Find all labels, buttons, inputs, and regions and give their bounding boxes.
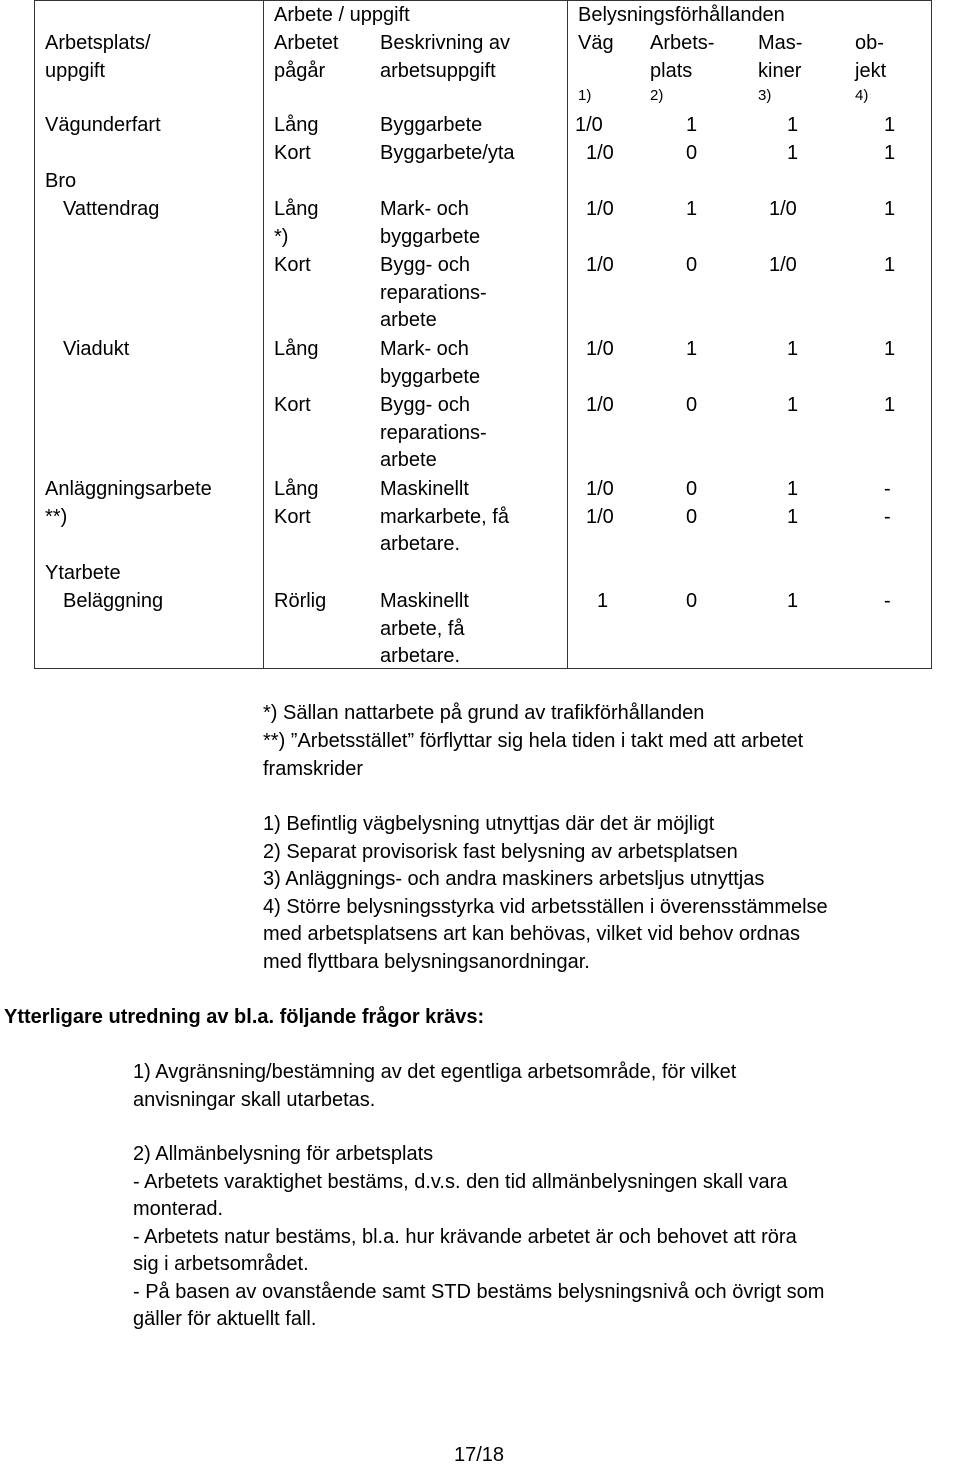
question-2-item-cont: sig i arbetsområdet. <box>133 1253 309 1275</box>
header-pagar: Arbetet pågår <box>274 32 339 82</box>
header-arbetsplats: Arbetsplats/ uppgift <box>45 32 151 82</box>
value-maskiner: 1 <box>787 114 799 136</box>
value-maskiner: 1/0 <box>769 254 797 276</box>
row-duration: Lång Kort <box>274 478 319 528</box>
note-4-cont: med arbetsplatsens art kan behövas, vilket vid behov ordnas <box>263 923 800 945</box>
row-duration: Lång <box>274 114 319 136</box>
value-vag: 1 <box>597 590 609 612</box>
note-4-cont: med flyttbara belysningsanordningar. <box>263 951 590 973</box>
footnote-double-star: **) ”Arbetsstället” förflyttar sig hela tiden i takt med att arbetet <box>263 730 804 752</box>
column-divider <box>263 0 264 669</box>
value-objekt: - <box>884 478 891 500</box>
header-arbetsplats-col: Arbets- plats <box>650 32 715 82</box>
question-2-item-cont: gäller för aktuellt fall. <box>133 1308 317 1330</box>
header-vag: Väg <box>578 32 614 54</box>
value-maskiner: 1 <box>787 478 799 500</box>
value-vag: 1/0 <box>586 142 614 164</box>
value-objekt: 1 <box>884 254 896 276</box>
row-duration: Kort <box>274 394 311 416</box>
note-4: 4) Större belysningsstyrka vid arbetsställen i överensstämmelse <box>263 896 828 918</box>
row-description: Byggarbete/yta <box>380 142 515 164</box>
row-place: Viadukt <box>63 338 130 360</box>
value-maskiner: 1/0 <box>769 198 797 220</box>
question-2-item: - Arbetets varaktighet bestäms, d.v.s. den tid allmänbelysningen skall vara <box>133 1171 788 1193</box>
row-duration: Kort <box>274 142 311 164</box>
value-arbetsplats: 0 <box>686 478 698 500</box>
header-objekt-note: 4) <box>855 87 869 104</box>
value-objekt: - <box>884 590 891 612</box>
value-maskiner: 1 <box>787 142 799 164</box>
question-1: 1) Avgränsning/bestämning av det egentliga arbetsområde, för vilket <box>133 1061 737 1083</box>
row-description: Mark- och byggarbete <box>380 198 481 248</box>
header-objekt: ob- jekt <box>855 32 887 82</box>
value-objekt: 1 <box>884 142 896 164</box>
value-arbetsplats: 0 <box>686 254 698 276</box>
value-arbetsplats: 0 <box>686 506 698 528</box>
question-2: 2) Allmänbelysning för arbetsplats <box>133 1143 434 1165</box>
value-maskiner: 1 <box>787 338 799 360</box>
value-vag: 1/0 <box>586 394 614 416</box>
row-duration: Lång <box>274 338 319 360</box>
value-objekt: 1 <box>884 338 896 360</box>
value-objekt: 1 <box>884 114 896 136</box>
question-1-cont: anvisningar skall utarbetas. <box>133 1089 376 1111</box>
value-vag: 1/0 <box>586 198 614 220</box>
row-description: Maskinellt arbete, få arbetare. <box>380 590 469 667</box>
footnote-star: *) Sällan nattarbete på grund av trafikförhållanden <box>263 702 705 724</box>
header-beskrivning: Beskrivning av arbetsuppgift <box>380 32 511 82</box>
header-maskiner: Mas- kiner <box>758 32 803 82</box>
column-divider <box>567 0 568 669</box>
header-belysning: Belysningsförhållanden <box>578 4 785 26</box>
value-vag: 1/0 <box>586 254 614 276</box>
value-arbetsplats: 1 <box>686 338 698 360</box>
row-place: Ytarbete <box>45 562 121 584</box>
row-place: Bro <box>45 170 77 192</box>
value-vag: 1/0 <box>586 478 614 500</box>
value-arbetsplats: 1 <box>686 198 698 220</box>
row-description: Bygg- och reparations- arbete <box>380 394 487 471</box>
row-description: Maskinellt markarbete, få arbetare. <box>380 478 509 555</box>
row-duration: Lång *) <box>274 198 319 248</box>
question-2-item-cont: monterad. <box>133 1198 224 1220</box>
value-objekt: 1 <box>884 394 896 416</box>
question-2-item: - Arbetets natur bestäms, bl.a. hur krävande arbetet är och behovet att röra <box>133 1226 797 1248</box>
row-description: Bygg- och reparations- arbete <box>380 254 487 331</box>
value-maskiner: 1 <box>787 590 799 612</box>
value-maskiner: 1 <box>787 506 799 528</box>
note-2: 2) Separat provisorisk fast belysning av arbetsplatsen <box>263 841 738 863</box>
value-arbetsplats: 0 <box>686 590 698 612</box>
header-arbetsplats-note: 2) <box>650 87 664 104</box>
header-maskiner-note: 3) <box>758 87 772 104</box>
footnote-double-star-cont: framskrider <box>263 758 364 780</box>
value-vag: 1/0 <box>586 338 614 360</box>
value-maskiner: 1 <box>787 394 799 416</box>
page-number: 17/18 <box>454 1444 505 1466</box>
question-2-item: - På basen av ovanstående samt STD bestäms belysningsnivå och övrigt som <box>133 1281 825 1303</box>
table-border <box>34 0 932 669</box>
header-vag-note: 1) <box>578 87 592 104</box>
section-heading: Ytterligare utredning av bl.a. följande frågor krävs: <box>4 1006 485 1028</box>
value-vag: 1/0 <box>586 506 614 528</box>
value-objekt: 1 <box>884 198 896 220</box>
note-3: 3) Anläggnings- och andra maskiners arbetsljus utnyttjas <box>263 868 765 890</box>
row-place: Beläggning <box>63 590 164 612</box>
value-arbetsplats: 0 <box>686 394 698 416</box>
row-description: Byggarbete <box>380 114 483 136</box>
header-arbete-uppgift: Arbete / uppgift <box>274 4 410 26</box>
value-arbetsplats: 0 <box>686 142 698 164</box>
row-description: Mark- och byggarbete <box>380 338 481 388</box>
value-arbetsplats: 1 <box>686 114 698 136</box>
note-1: 1) Befintlig vägbelysning utnyttjas där det är möjligt <box>263 813 715 835</box>
value-vag: 1/0 <box>575 114 603 136</box>
row-place: Vägunderfart <box>45 114 161 136</box>
value-objekt: - <box>884 506 891 528</box>
row-place: Anläggningsarbete **) <box>45 478 212 528</box>
row-place: Vattendrag <box>63 198 160 220</box>
row-duration: Rörlig <box>274 590 327 612</box>
row-duration: Kort <box>274 254 311 276</box>
